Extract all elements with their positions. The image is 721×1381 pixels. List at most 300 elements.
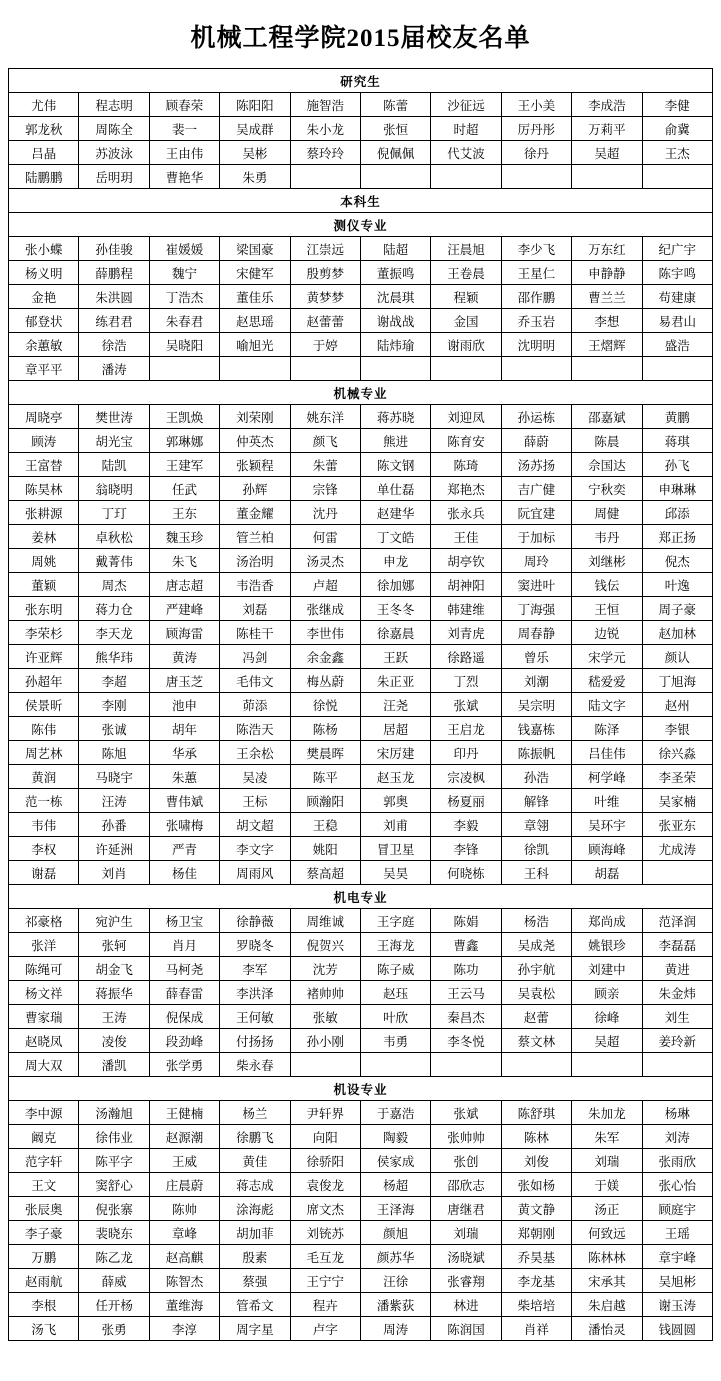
alumni-name: 张颖程 — [220, 453, 290, 477]
alumni-name: 董金耀 — [220, 501, 290, 525]
alumni-name: 丁文皓 — [360, 525, 430, 549]
alumni-name: 何晓栋 — [431, 861, 501, 885]
alumni-name: 黄涛 — [149, 645, 219, 669]
alumni-name: 王富替 — [9, 453, 79, 477]
alumni-name: 罗晓冬 — [220, 933, 290, 957]
alumni-name: 王标 — [220, 789, 290, 813]
alumni-name: 樊世涛 — [79, 405, 149, 429]
empty-cell — [501, 357, 571, 381]
table-row — [9, 645, 713, 669]
alumni-name: 韦浩香 — [220, 573, 290, 597]
alumni-name: 周艺林 — [9, 741, 79, 765]
empty-cell — [149, 357, 219, 381]
alumni-name: 毛互龙 — [290, 1245, 360, 1269]
alumni-name: 陈伟 — [9, 717, 79, 741]
table-row — [9, 525, 713, 549]
alumni-name: 丁烈 — [431, 669, 501, 693]
alumni-name: 阚克 — [9, 1125, 79, 1149]
empty-cell — [572, 357, 642, 381]
empty-cell — [290, 165, 360, 189]
alumni-name: 于加标 — [501, 525, 571, 549]
alumni-name: 汤苏扬 — [501, 453, 571, 477]
alumni-name: 厉丹彤 — [501, 117, 571, 141]
alumni-name: 刘肖 — [79, 861, 149, 885]
section-heading-row — [9, 381, 713, 405]
alumni-name: 章宇峰 — [642, 1245, 712, 1269]
alumni-name: 汪尧 — [360, 693, 430, 717]
alumni-name: 杨卫宝 — [149, 909, 219, 933]
alumni-name: 吴超 — [572, 141, 642, 165]
alumni-name: 郭奥 — [360, 789, 430, 813]
alumni-name: 李荣杉 — [9, 621, 79, 645]
alumni-name: 蒋志成 — [220, 1173, 290, 1197]
alumni-name: 朱金炜 — [642, 981, 712, 1005]
alumni-name: 朱春君 — [149, 309, 219, 333]
alumni-name: 陈蕾 — [360, 93, 430, 117]
alumni-name: 王瑶 — [642, 1221, 712, 1245]
alumni-name: 殷素 — [220, 1245, 290, 1269]
alumni-name: 徐丹 — [501, 141, 571, 165]
alumni-name: 李军 — [220, 957, 290, 981]
alumni-name: 曹家瑞 — [9, 1005, 79, 1029]
table-row — [9, 861, 713, 885]
alumni-name: 钱圆圆 — [642, 1317, 712, 1341]
alumni-name: 杨琳 — [642, 1101, 712, 1125]
alumni-name: 王宁宁 — [290, 1269, 360, 1293]
alumni-name: 刘瑞 — [572, 1149, 642, 1173]
table-row — [9, 1197, 713, 1221]
alumni-name: 窦舒心 — [79, 1173, 149, 1197]
alumni-name: 金国 — [431, 309, 501, 333]
alumni-name: 池申 — [149, 693, 219, 717]
alumni-name: 柴永春 — [220, 1053, 290, 1077]
alumni-name: 杨浩 — [501, 909, 571, 933]
empty-cell — [642, 357, 712, 381]
alumni-name: 纪广宇 — [642, 237, 712, 261]
alumni-name: 吴旭彬 — [642, 1269, 712, 1293]
alumni-name: 李文字 — [220, 837, 290, 861]
alumni-name: 陈文钢 — [360, 453, 430, 477]
alumni-name: 宋健军 — [220, 261, 290, 285]
alumni-name: 蒋力仓 — [79, 597, 149, 621]
alumni-name: 陈帅 — [149, 1197, 219, 1221]
alumni-name: 宁秋奕 — [572, 477, 642, 501]
alumni-name: 江崇远 — [290, 237, 360, 261]
alumni-name: 陈子威 — [360, 957, 430, 981]
alumni-name: 孙运栋 — [501, 405, 571, 429]
alumni-name: 曹伟斌 — [149, 789, 219, 813]
alumni-name: 邵作鹏 — [501, 285, 571, 309]
alumni-name: 薛鹏程 — [79, 261, 149, 285]
alumni-name: 施智浩 — [290, 93, 360, 117]
alumni-name: 赵建华 — [360, 501, 430, 525]
table-row — [9, 117, 713, 141]
table-row — [9, 909, 713, 933]
alumni-name: 张勇 — [79, 1317, 149, 1341]
alumni-name: 陈晨 — [572, 429, 642, 453]
alumni-name: 邵嘉斌 — [572, 405, 642, 429]
alumni-name: 李健 — [642, 93, 712, 117]
alumni-name: 柴培培 — [501, 1293, 571, 1317]
alumni-name: 王冬冬 — [360, 597, 430, 621]
alumni-name: 郑朝刚 — [501, 1221, 571, 1245]
alumni-name: 陈乙龙 — [79, 1245, 149, 1269]
alumni-name: 吴成群 — [220, 117, 290, 141]
alumni-name: 李权 — [9, 837, 79, 861]
alumni-name: 周晓亭 — [9, 405, 79, 429]
alumni-name: 丁浩杰 — [149, 285, 219, 309]
alumni-name: 姚银珍 — [572, 933, 642, 957]
alumni-name: 翁晓明 — [79, 477, 149, 501]
alumni-name: 吴环宇 — [572, 813, 642, 837]
alumni-name: 李中源 — [9, 1101, 79, 1125]
alumni-name: 胡文超 — [220, 813, 290, 837]
alumni-name: 曹鑫 — [431, 933, 501, 957]
alumni-name: 胡神阳 — [431, 573, 501, 597]
alumni-name: 胡年 — [149, 717, 219, 741]
section-heading-row — [9, 885, 713, 909]
alumni-name: 孙番 — [79, 813, 149, 837]
alumni-name: 姜林 — [9, 525, 79, 549]
alumni-name: 曾乐 — [501, 645, 571, 669]
alumni-name: 张帅帅 — [431, 1125, 501, 1149]
empty-cell — [220, 357, 290, 381]
alumni-name: 吴宗明 — [501, 693, 571, 717]
alumni-name: 马柯尧 — [149, 957, 219, 981]
alumni-name: 王泽海 — [360, 1197, 430, 1221]
alumni-name: 汪涛 — [79, 789, 149, 813]
alumni-name: 张继成 — [290, 597, 360, 621]
alumni-name: 倪佩佩 — [360, 141, 430, 165]
alumni-name: 蒋振华 — [79, 981, 149, 1005]
section-heading-row — [9, 1077, 713, 1101]
roster-body — [9, 69, 713, 1341]
empty-cell — [572, 165, 642, 189]
alumni-name: 顾瀚阳 — [290, 789, 360, 813]
alumni-name: 张斌 — [431, 693, 501, 717]
page-title: 机械工程学院2015届校友名单 — [190, 25, 531, 52]
alumni-name: 李淳 — [149, 1317, 219, 1341]
alumni-name: 王科 — [501, 861, 571, 885]
alumni-name: 陈平 — [290, 765, 360, 789]
alumni-name: 张轲 — [79, 933, 149, 957]
empty-cell — [572, 1053, 642, 1077]
alumni-name: 沈明明 — [501, 333, 571, 357]
alumni-name: 颜旭 — [360, 1221, 430, 1245]
alumni-name: 梁国豪 — [220, 237, 290, 261]
alumni-name: 盛浩 — [642, 333, 712, 357]
alumni-name: 侯景昕 — [9, 693, 79, 717]
alumni-name: 尤成涛 — [642, 837, 712, 861]
alumni-name: 张永兵 — [431, 501, 501, 525]
alumni-name: 陈阳阳 — [220, 93, 290, 117]
alumni-name: 王云马 — [431, 981, 501, 1005]
alumni-name: 苟建康 — [642, 285, 712, 309]
alumni-name: 薛春雷 — [149, 981, 219, 1005]
alumni-name: 刘铳苏 — [290, 1221, 360, 1245]
alumni-name: 严建峰 — [149, 597, 219, 621]
alumni-name: 袁俊龙 — [290, 1173, 360, 1197]
alumni-name: 丁海强 — [501, 597, 571, 621]
alumni-name: 沈芳 — [290, 957, 360, 981]
alumni-name: 曹艳华 — [149, 165, 219, 189]
alumni-name: 黄梦梦 — [290, 285, 360, 309]
alumni-name: 徐骄阳 — [290, 1149, 360, 1173]
table-row — [9, 1317, 713, 1341]
alumni-name: 李洪泽 — [220, 981, 290, 1005]
empty-cell — [431, 357, 501, 381]
alumni-name: 李冬悦 — [431, 1029, 501, 1053]
subsection-heading: 机械专业 — [9, 381, 713, 405]
alumni-name: 李子豪 — [9, 1221, 79, 1245]
table-row — [9, 501, 713, 525]
alumni-name: 刘瑞 — [431, 1221, 501, 1245]
alumni-name: 刘建中 — [572, 957, 642, 981]
alumni-name: 梅丛蔚 — [290, 669, 360, 693]
alumni-name: 毛伟文 — [220, 669, 290, 693]
table-row — [9, 285, 713, 309]
alumni-name: 尹轩界 — [290, 1101, 360, 1125]
table-row — [9, 237, 713, 261]
alumni-name: 乔昊基 — [501, 1245, 571, 1269]
alumni-name: 沈丹 — [290, 501, 360, 525]
alumni-name: 刘青虎 — [431, 621, 501, 645]
alumni-name: 俞冀 — [642, 117, 712, 141]
alumni-name: 顾涛 — [9, 429, 79, 453]
alumni-name: 朱军 — [572, 1125, 642, 1149]
alumni-name: 谢雨欣 — [431, 333, 501, 357]
alumni-name: 王何敏 — [220, 1005, 290, 1029]
alumni-name: 丁旭海 — [642, 669, 712, 693]
alumni-name: 秦昌杰 — [431, 1005, 501, 1029]
empty-cell — [642, 861, 712, 885]
table-row — [9, 789, 713, 813]
alumni-name: 裴一 — [149, 117, 219, 141]
alumni-name: 柯学峰 — [572, 765, 642, 789]
alumni-name: 颜认 — [642, 645, 712, 669]
table-row — [9, 93, 713, 117]
alumni-name: 朱洪圆 — [79, 285, 149, 309]
alumni-name: 陈振帆 — [501, 741, 571, 765]
alumni-name: 郑艳杰 — [431, 477, 501, 501]
alumni-name: 章峰 — [149, 1221, 219, 1245]
alumni-name: 颜飞 — [290, 429, 360, 453]
alumni-name: 徐悦 — [290, 693, 360, 717]
alumni-name: 宋承其 — [572, 1269, 642, 1293]
empty-cell — [360, 1053, 430, 1077]
alumni-name: 徐峰 — [572, 1005, 642, 1029]
alumni-name: 王海龙 — [360, 933, 430, 957]
alumni-name: 董振鸣 — [360, 261, 430, 285]
alumni-name: 陆炜瑜 — [360, 333, 430, 357]
alumni-name: 王文 — [9, 1173, 79, 1197]
alumni-name: 张学勇 — [149, 1053, 219, 1077]
alumni-name: 孙浩 — [501, 765, 571, 789]
alumni-name: 佘国达 — [572, 453, 642, 477]
alumni-name: 宗锋 — [290, 477, 360, 501]
alumni-name: 吴超 — [572, 1029, 642, 1053]
alumni-name: 张斌 — [431, 1101, 501, 1125]
subsection-heading: 机设专业 — [9, 1077, 713, 1101]
alumni-name: 叶欣 — [360, 1005, 430, 1029]
empty-cell — [642, 165, 712, 189]
alumni-name: 肖祥 — [501, 1317, 571, 1341]
alumni-name: 姚东洋 — [290, 405, 360, 429]
alumni-name: 周姚 — [9, 549, 79, 573]
alumni-name: 祁豪格 — [9, 909, 79, 933]
section-heading-row — [9, 69, 713, 93]
table-row — [9, 429, 713, 453]
alumni-name: 李超 — [79, 669, 149, 693]
table-row — [9, 1053, 713, 1077]
alumni-name: 沈晨琪 — [360, 285, 430, 309]
alumni-name: 殷剪梦 — [290, 261, 360, 285]
alumni-name: 胡亭钦 — [431, 549, 501, 573]
alumni-name: 董维海 — [149, 1293, 219, 1317]
alumni-name: 张创 — [431, 1149, 501, 1173]
alumni-name: 刘潮 — [501, 669, 571, 693]
alumni-name: 于嘉浩 — [360, 1101, 430, 1125]
alumni-name: 汤正 — [572, 1197, 642, 1221]
alumni-name: 居超 — [360, 717, 430, 741]
alumni-name: 王东 — [149, 501, 219, 525]
alumni-name: 张小蝶 — [9, 237, 79, 261]
alumni-name: 倪张寨 — [79, 1197, 149, 1221]
alumni-name: 杨佳 — [149, 861, 219, 885]
alumni-name: 周陈全 — [79, 117, 149, 141]
alumni-name: 陆凯 — [79, 453, 149, 477]
empty-cell — [501, 165, 571, 189]
alumni-name: 时超 — [431, 117, 501, 141]
alumni-name: 张诚 — [79, 717, 149, 741]
alumni-name: 张东明 — [9, 597, 79, 621]
alumni-name: 邵欣志 — [431, 1173, 501, 1197]
alumni-name: 陈平字 — [79, 1149, 149, 1173]
alumni-name: 陈昊林 — [9, 477, 79, 501]
alumni-name: 姚阳 — [290, 837, 360, 861]
alumni-name: 王涛 — [79, 1005, 149, 1029]
table-row — [9, 813, 713, 837]
alumni-name: 宛沪生 — [79, 909, 149, 933]
alumni-name: 朱加龙 — [572, 1101, 642, 1125]
alumni-name: 周涛 — [360, 1317, 430, 1341]
alumni-name: 倪贺兴 — [290, 933, 360, 957]
alumni-name: 黄进 — [642, 957, 712, 981]
alumni-name: 魏宁 — [149, 261, 219, 285]
alumni-name: 宗凌枫 — [431, 765, 501, 789]
alumni-name: 谢磊 — [9, 861, 79, 885]
alumni-name: 褚帅帅 — [290, 981, 360, 1005]
alumni-name: 赵蕾蕾 — [290, 309, 360, 333]
alumni-name: 戴菁伟 — [79, 549, 149, 573]
alumni-name: 申静静 — [572, 261, 642, 285]
alumni-name: 陈林林 — [572, 1245, 642, 1269]
alumni-name: 蒋琪 — [642, 429, 712, 453]
alumni-name: 孙辉 — [220, 477, 290, 501]
alumni-name: 李银 — [642, 717, 712, 741]
alumni-name: 张辰奥 — [9, 1197, 79, 1221]
alumni-name: 程志明 — [79, 93, 149, 117]
alumni-name: 谢玉涛 — [642, 1293, 712, 1317]
alumni-name: 任开杨 — [79, 1293, 149, 1317]
alumni-name: 陈功 — [431, 957, 501, 981]
table-row — [9, 1173, 713, 1197]
alumni-name: 易君山 — [642, 309, 712, 333]
alumni-name: 范泽润 — [642, 909, 712, 933]
table-row — [9, 141, 713, 165]
alumni-name: 蔡强 — [220, 1269, 290, 1293]
empty-cell — [642, 1053, 712, 1077]
alumni-name: 李少飞 — [501, 237, 571, 261]
alumni-name: 杨夏丽 — [431, 789, 501, 813]
alumni-name: 陈林 — [501, 1125, 571, 1149]
alumni-name: 朱勇 — [220, 165, 290, 189]
alumni-name: 肖月 — [149, 933, 219, 957]
alumni-name: 王恒 — [572, 597, 642, 621]
table-row — [9, 165, 713, 189]
table-row — [9, 261, 713, 285]
alumni-name: 赵高麒 — [149, 1245, 219, 1269]
alumni-name: 刘俊 — [501, 1149, 571, 1173]
alumni-name: 余蕙敏 — [9, 333, 79, 357]
alumni-name: 蒋苏晓 — [360, 405, 430, 429]
alumni-name: 薛威 — [79, 1269, 149, 1293]
alumni-name: 董佳乐 — [220, 285, 290, 309]
alumni-name: 孙飞 — [642, 453, 712, 477]
alumni-name: 张睿翔 — [431, 1269, 501, 1293]
alumni-name: 陈杨 — [290, 717, 360, 741]
alumni-name: 蔡文林 — [501, 1029, 571, 1053]
empty-cell — [290, 1053, 360, 1077]
alumni-name: 李天龙 — [79, 621, 149, 645]
alumni-name: 张雨欣 — [642, 1149, 712, 1173]
alumni-name: 樊晨晖 — [290, 741, 360, 765]
alumni-name: 叶维 — [572, 789, 642, 813]
alumni-name: 吴袁松 — [501, 981, 571, 1005]
alumni-name: 李毅 — [431, 813, 501, 837]
empty-cell — [431, 165, 501, 189]
alumni-name: 万鹏 — [9, 1245, 79, 1269]
alumni-name: 吴彬 — [220, 141, 290, 165]
alumni-name: 李磊磊 — [642, 933, 712, 957]
alumni-name: 吴成尧 — [501, 933, 571, 957]
table-row — [9, 981, 713, 1005]
section-heading-row — [9, 213, 713, 237]
table-row — [9, 621, 713, 645]
alumni-name: 张洋 — [9, 933, 79, 957]
table-row — [9, 1101, 713, 1125]
table-row — [9, 1125, 713, 1149]
alumni-name: 周雨风 — [220, 861, 290, 885]
alumni-name: 郑正扬 — [642, 525, 712, 549]
table-row — [9, 405, 713, 429]
alumni-name: 陆鹏鹏 — [9, 165, 79, 189]
alumni-name: 沙征远 — [431, 93, 501, 117]
alumni-name: 唐玉芝 — [149, 669, 219, 693]
alumni-name: 顾海雷 — [149, 621, 219, 645]
alumni-name: 陈桂干 — [220, 621, 290, 645]
alumni-name: 徐鹏飞 — [220, 1125, 290, 1149]
alumni-name: 凌俊 — [79, 1029, 149, 1053]
alumni-name: 王跃 — [360, 645, 430, 669]
alumni-name: 朱启越 — [572, 1293, 642, 1317]
table-row — [9, 333, 713, 357]
alumni-name: 王佳 — [431, 525, 501, 549]
alumni-name: 陈绳可 — [9, 957, 79, 981]
alumni-name: 丁玎 — [79, 501, 149, 525]
alumni-name: 汪晨旭 — [431, 237, 501, 261]
alumni-name: 倪保成 — [149, 1005, 219, 1029]
